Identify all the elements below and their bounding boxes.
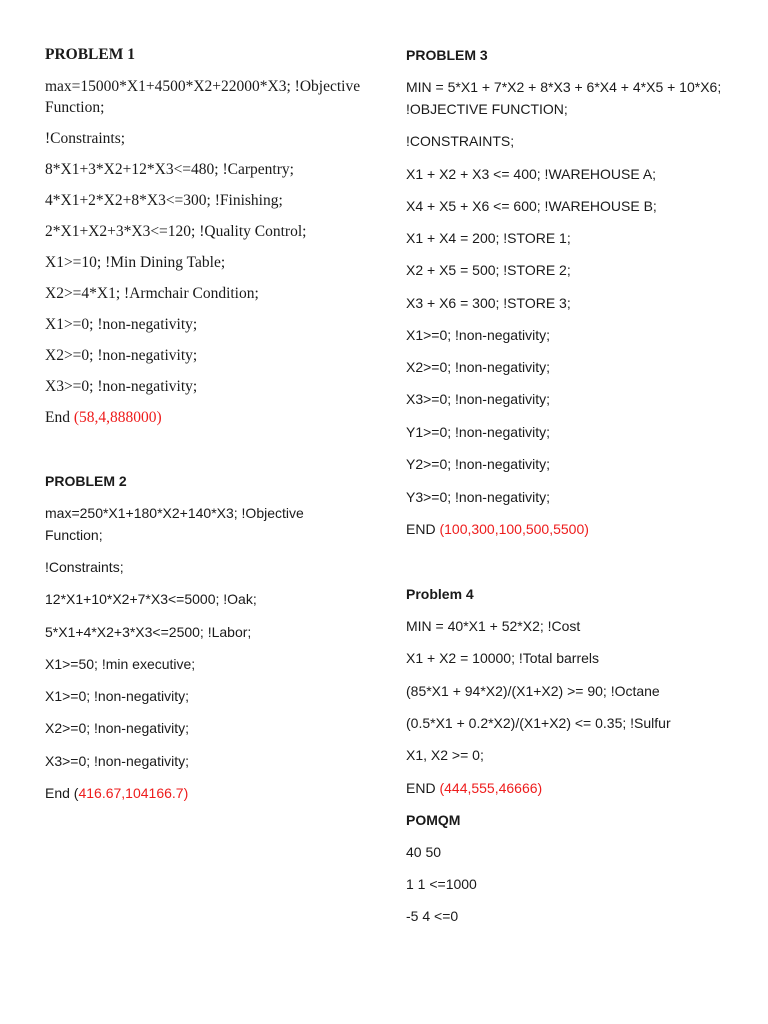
problem-1-constraint: X1>=10; !Min Dining Table; <box>45 254 226 271</box>
problem-3-constraint: X4 + X5 + X6 <= 600; !WAREHOUSE B; <box>406 198 657 214</box>
problem-1-end <box>45 409 162 427</box>
problem-3-constraint: X2>=0; !non-negativity; <box>406 359 550 375</box>
problem-3-constraint: Y3>=0; !non-negativity; <box>406 489 550 505</box>
problem-2-constraint: X3>=0; !non-negativity; <box>45 753 189 769</box>
problem-3-constraints-heading: !CONSTRAINTS; <box>406 133 515 149</box>
problem-2-constraint: X1>=0; !non-negativity; <box>45 688 189 704</box>
pomqm-title: POMQM <box>406 812 461 828</box>
problem-3-constraint: X1>=0; !non-negativity; <box>406 327 550 343</box>
problem-3-title: PROBLEM 3 <box>406 47 488 63</box>
problem-1-constraint: 2*X1+X2+3*X3<=120; !Quality Control; <box>45 223 307 240</box>
end-result: (444,555,46666) <box>439 780 543 796</box>
problem-1-constraint: X2>=4*X1; !Armchair Condition; <box>45 285 259 302</box>
problem-3-constraint: X1 + X2 + X3 <= 400; !WAREHOUSE A; <box>406 166 657 182</box>
problem-4-constraint: (85*X1 + 94*X2)/(X1+X2) >= 90; !Octane <box>406 683 660 699</box>
problem-3-constraint: X1 + X4 = 200; !STORE 1; <box>406 230 571 246</box>
problem-4-end <box>406 780 542 796</box>
problem-3-objective-line-2: !OBJECTIVE FUNCTION; <box>406 101 568 117</box>
problem-2-constraint: 12*X1+10*X2+7*X3<=5000; !Oak; <box>45 591 257 607</box>
problem-2-constraint: 5*X1+4*X2+3*X3<=2500; !Labor; <box>45 624 252 640</box>
problem-2-end <box>45 785 188 801</box>
pomqm-row: 40 50 <box>406 844 442 860</box>
problem-1-title: PROBLEM 1 <box>45 46 135 63</box>
problem-2-objective-line-2: Function; <box>45 527 103 543</box>
problem-1-constraint: 8*X1+3*X2+12*X3<=480; !Carpentry; <box>45 161 294 178</box>
pomqm-row: 1 1 <=1000 <box>406 876 477 892</box>
problem-3-end <box>406 521 589 537</box>
problem-4-title: Problem 4 <box>406 586 474 602</box>
problem-1-constraint: X3>=0; !non-negativity; <box>45 378 198 395</box>
problem-3-constraint: X3 + X6 = 300; !STORE 3; <box>406 295 571 311</box>
end-result: (100,300,100,500,5500) <box>439 521 589 537</box>
problem-4-constraint: X1 + X2 = 10000; !Total barrels <box>406 650 600 666</box>
problem-1-constraints-heading: !Constraints; <box>45 130 126 147</box>
problem-4-constraint: X1, X2 >= 0; <box>406 747 484 763</box>
end-label: End <box>45 409 74 426</box>
problem-2-constraints-heading: !Constraints; <box>45 559 124 575</box>
problem-3-constraint: Y1>=0; !non-negativity; <box>406 424 550 440</box>
problem-3-constraint: X3>=0; !non-negativity; <box>406 391 550 407</box>
problem-3-constraint: Y2>=0; !non-negativity; <box>406 456 550 472</box>
problem-1-constraint: X2>=0; !non-negativity; <box>45 347 198 364</box>
problem-3-constraint: X2 + X5 = 500; !STORE 2; <box>406 262 571 278</box>
problem-2-objective-line-1: max=250*X1+180*X2+140*X3; !Objective <box>45 505 304 521</box>
problem-1-objective-line-1: max=15000*X1+4500*X2+22000*X3; !Objective <box>45 78 361 95</box>
end-result: (58,4,888000) <box>73 409 162 426</box>
pomqm-row: -5 4 <=0 <box>406 908 459 924</box>
problem-2-constraint: X1>=50; !min executive; <box>45 656 196 672</box>
end-label: End ( <box>45 785 79 801</box>
problem-4-objective: MIN = 40*X1 + 52*X2; !Cost <box>406 618 581 634</box>
problem-2-constraint: X2>=0; !non-negativity; <box>45 720 189 736</box>
end-result: 416.67,104166.7) <box>78 785 189 801</box>
end-label: END <box>406 521 440 537</box>
problem-1-constraint: 4*X1+2*X2+8*X3<=300; !Finishing; <box>45 192 283 209</box>
end-label: END <box>406 780 440 796</box>
problem-1-objective-line-2: Function; <box>45 99 105 116</box>
problem-4-constraint: (0.5*X1 + 0.2*X2)/(X1+X2) <= 0.35; !Sulfur <box>406 715 671 731</box>
problem-1-constraint: X1>=0; !non-negativity; <box>45 316 198 333</box>
problem-3-objective-line-1: MIN = 5*X1 + 7*X2 + 8*X3 + 6*X4 + 4*X5 + 10*X6; <box>406 79 722 95</box>
problem-2-title: PROBLEM 2 <box>45 473 127 489</box>
